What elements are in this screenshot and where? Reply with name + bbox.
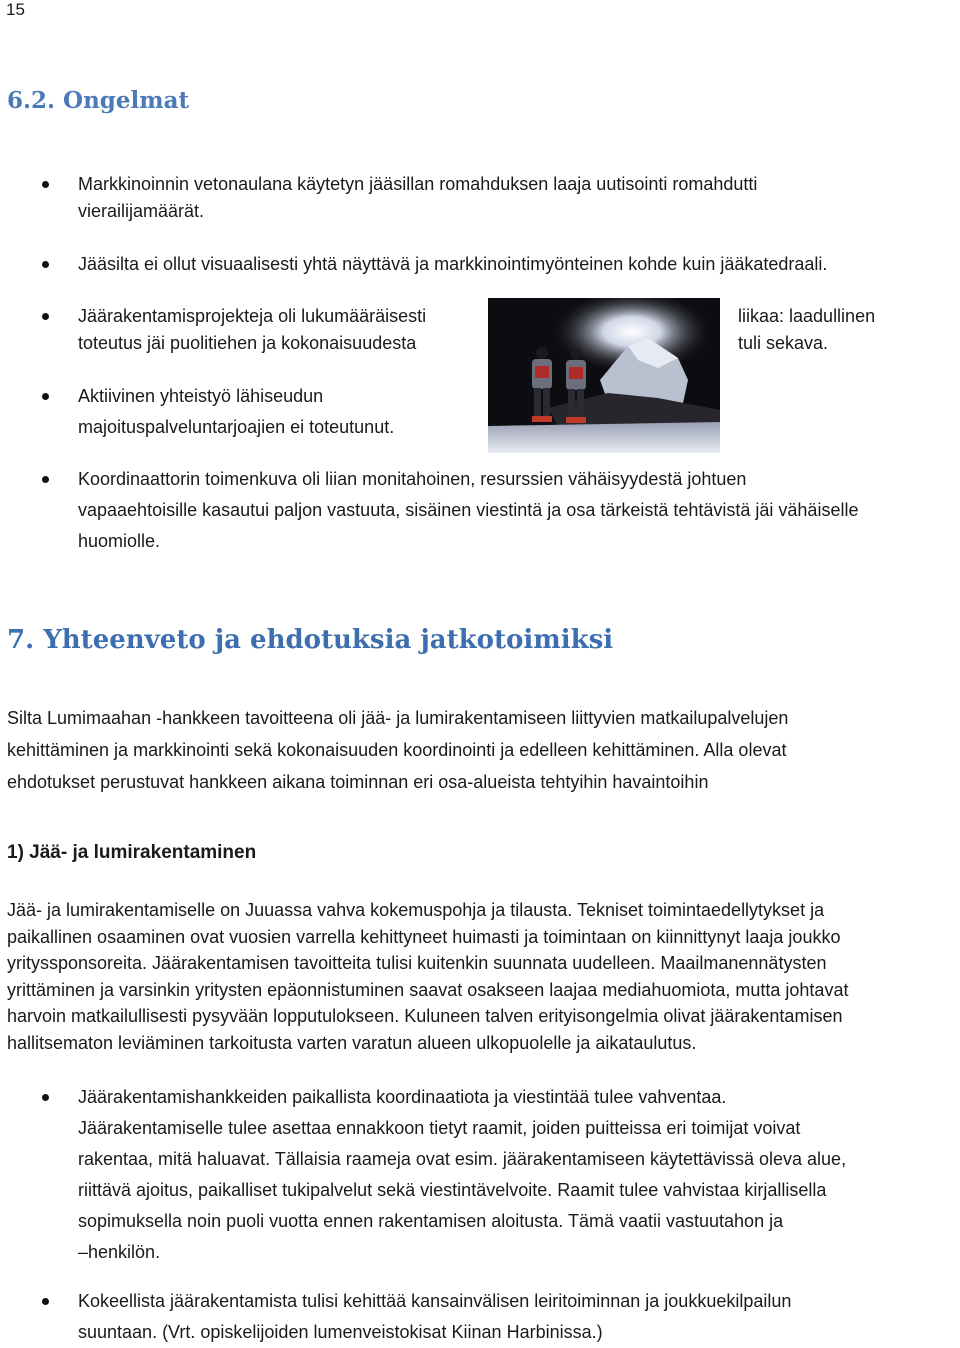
intro-paragraph (7, 702, 952, 798)
list-item-line: vierailijamäärät. (78, 201, 205, 221)
bullet-dot (42, 393, 49, 400)
list-item-line: Jäärakentamishankkeiden paikallista koordinaatiota ja viestintää tulee vahventaa. (78, 1087, 727, 1107)
paragraph-line: kehittäminen ja markkinointi sekä kokonaisuuden koordinointi ja edelleen kehittäminen. Alla olevat (7, 740, 787, 760)
bullet-dot (42, 313, 49, 320)
paragraph-line: yrityssponsoreita. Jäärakentamisen tavoitteita tulisi kuitenkin suunnata uudelleen. Maailmanennätysten (7, 953, 827, 974)
section-heading-6-2: 6.2. Ongelmat (7, 87, 190, 114)
list-item-left (78, 303, 483, 357)
list-item-line: Aktiivinen yhteistyö lähiseudun (78, 386, 324, 406)
list-item-line: Koordinaattorin toimenkuva oli liian monitahoinen, resurssien vähäisyydestä johtuen (78, 469, 747, 489)
list-item-line: Kokeellista jäärakentamista tulisi kehittää kansainvälisen leiritoiminnan ja joukkuekilpailun (78, 1291, 792, 1311)
paragraph-line: paikallinen osaaminen ovat vuosien varrella kehittyneet huimasti ja toimintaan on kiinnittynyt laaja joukko (7, 926, 841, 947)
section-heading-7 (7, 623, 613, 657)
list-item-line: sopimuksella noin puoli vuotta ennen rakentamisen aloitusta. Tämä vaatii vastuutahon ja (78, 1211, 784, 1231)
list-item (78, 1082, 948, 1268)
bullet-dot (42, 476, 49, 483)
bullet-dot (42, 1298, 49, 1305)
subsection-heading: 1) Jää- ja lumirakentaminen (7, 842, 257, 863)
page-number: 15 (6, 0, 25, 19)
bullet-dot (42, 1094, 49, 1101)
list-item-line: Jäärakentamisprojekteja oli lukumääräisesti (78, 306, 427, 326)
list-item-line: Jääsilta ei ollut visuaalisesti yhtä näyttävä ja markkinointimyönteinen kohde kuin jääkatedraali. (78, 254, 828, 274)
snow-construction-photo (488, 298, 720, 453)
list-item (78, 381, 483, 443)
heading-number: 7. (7, 625, 35, 655)
paragraph-line: Jää- ja lumirakentamiselle on Juuassa vahva kokemuspohja ja tilausta. Tekniset toimintaedellytykset ja (7, 900, 825, 920)
paragraph-line: yrittäminen ja varsinkin yritysten epäonnistuminen saavat osakseen laajaa mediahuomiota, mutta johtavat (7, 979, 849, 1000)
list-item-line: riittävä ajoitus, paikalliset tukipalvelut sekä viestintävelvoite. Raamit tulee vahvistaa kirjallisella (78, 1180, 827, 1200)
bullet-dot (42, 261, 49, 268)
list-item-line: vapaaehtoisille kasautui paljon vastuuta, sisäinen viestintä ja osa tärkeistä tehtävistä jäi vähäiselle (78, 500, 859, 520)
paragraph-line: hallitsematon leviäminen tarkoitusta varten varatun alueen ulkopuolelle ja aikataulutus. (7, 1032, 697, 1053)
paragraph-line: Silta Lumimaahan -hankkeen tavoitteena oli jää- ja lumirakentamiseen liittyvien matkailupalvelujen (7, 708, 789, 728)
list-item-line: tuli sekava. (738, 333, 829, 353)
list-item-line: –henkilön. (78, 1242, 161, 1262)
list-item-line: Markkinoinnin vetonaulana käytetyn jääsillan romahduksen laaja uutisointi romahdutti (78, 174, 758, 194)
list-item-line: liikaa: laadullinen (738, 306, 876, 326)
list-item (78, 171, 938, 225)
heading-text: Yhteenveto ja ehdotuksia jatkotoimiksi (43, 625, 614, 655)
list-item-line: rakentaa, mitä haluavat. Tällaisia raameja ovat esim. jäärakentamiseen käytettävissä oleva alue, (78, 1149, 847, 1169)
list-item (78, 251, 948, 278)
paragraph-line: harvoin matkailullisesti pysyvään lopputulokseen. Kuluneen talven erityisongelmia olivat jäärakentamisen (7, 1006, 843, 1027)
list-item-line: Jäärakentamiselle tulee asettaa ennakkoon tietyt raamit, joiden puitteissa eri toimijat voivat (78, 1118, 801, 1138)
list-item-right (738, 303, 948, 357)
bullet-dot (42, 181, 49, 188)
photo-illustration (488, 298, 720, 453)
list-item-line: toteutus jäi puolitiehen ja kokonaisuudesta (78, 333, 417, 353)
list-item (78, 1286, 948, 1348)
list-item (78, 464, 953, 557)
body-paragraph (7, 897, 957, 1057)
list-item-line: suuntaan. (Vrt. opiskelijoiden lumenveistokisat Kiinan Harbinissa.) (78, 1322, 603, 1342)
paragraph-line: ehdotukset perustuvat hankkeen aikana toiminnan eri osa-alueista tehtyihin havaintoihin (7, 772, 709, 792)
list-item-line: huomiolle. (78, 531, 161, 551)
list-item-line: majoituspalveluntarjoajien ei toteutunut. (78, 417, 395, 437)
